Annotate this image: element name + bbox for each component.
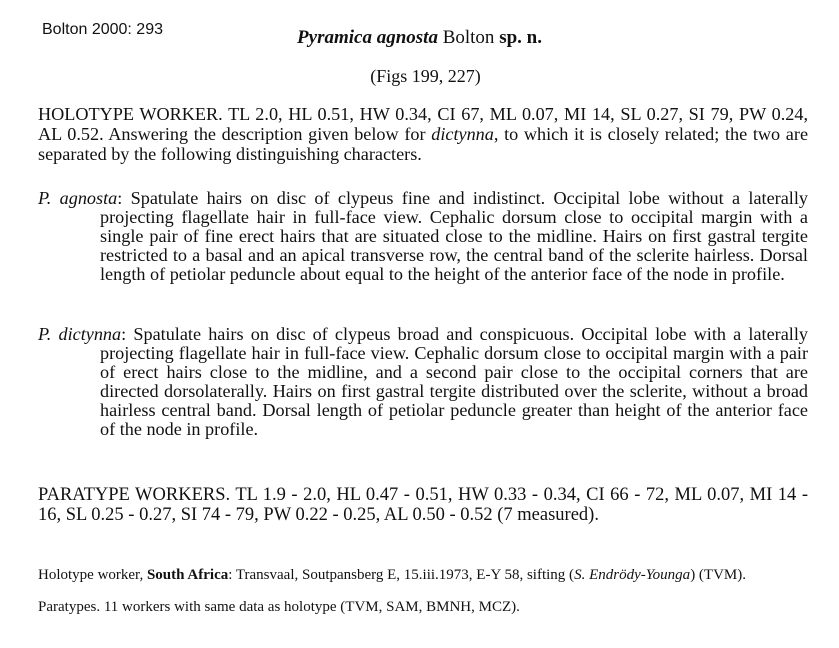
holotype-remainder: , to which it is closely related; the two are separated by the following distinguishing characters. bbox=[38, 124, 809, 164]
species-title bbox=[0, 27, 839, 49]
holotype-heading: HOLOTYPE WORKER. bbox=[38, 104, 223, 124]
material-holotype bbox=[38, 567, 808, 583]
related-species: dictynna bbox=[431, 124, 494, 144]
species-author: Bolton bbox=[437, 27, 500, 48]
depository: ) (TVM). bbox=[690, 567, 747, 583]
species-status: sp. n. bbox=[499, 27, 542, 48]
citation: Bolton 2000: 293 bbox=[42, 21, 163, 38]
paratype-measurements: TL 1.9 - 2.0, HL 0.47 - 0.51, HW 0.33 - 0.34, CI 66 - 72, ML 0.07, MI 14 - 16, SL 0.25 - 0.27, SI 74 - 79, PW 0.22 - 0.25, AL 0.50 - 0.52 (7 measured). bbox=[38, 485, 808, 525]
diagnosis-species-name: P. agnosta bbox=[38, 188, 118, 208]
species-name: Pyramica agnosta bbox=[297, 27, 438, 48]
diagnosis-agnosta bbox=[38, 189, 808, 284]
diagnosis-text: : Spatulate hairs on disc of clypeus broad and conspicuous. Occipital lobe with a laterally projecting flagellate hair in full-face view. Cephalic dorsum close to occipital margin with a pair of erect hairs close to the midline, and a second pair close to the occipital corners that are directed dorsolaterally. Hairs on first gastral tergite distributed over the sclerite, without a broad hairless central band. Dorsal length of petiolar peduncle greater than height of the anterior face of the node in profile. bbox=[100, 324, 809, 439]
material-paratypes: Paratypes. 11 workers with same data as holotype (TVM, SAM, BMNH, MCZ). bbox=[38, 599, 520, 615]
locality: : Transvaal, Soutpansberg E, 15.iii.1973, E-Y 58, sifting ( bbox=[228, 567, 575, 583]
country: South Africa bbox=[146, 567, 229, 583]
paratype-heading: PARATYPE WORKERS. bbox=[38, 485, 231, 505]
diagnosis-species-name: P. dictynna bbox=[38, 324, 122, 344]
holotype-paragraph bbox=[38, 104, 808, 164]
collector: S. Endrödy-Younga bbox=[574, 567, 691, 583]
paratype-paragraph bbox=[38, 485, 808, 525]
diagnosis-dictynna bbox=[38, 325, 808, 439]
holotype-prefix: Holotype worker, bbox=[38, 567, 147, 583]
figure-reference: (Figs 199, 227) bbox=[370, 66, 481, 86]
diagnosis-text: : Spatulate hairs on disc of clypeus fine and indistinct. Occipital lobe without a laterally projecting flagellate hair in full-face view. Cephalic dorsum close to occipital margin with a single pair of fine erect hairs that are situated close to the midline. Hairs on first gastral tergite restricted to a basal and an apical transverse row, the central band of the sclerite hairless. Dorsal length of petiolar peduncle about equal to the height of the anterior face of the node in profile. bbox=[100, 188, 808, 284]
holotype-measurements: TL 2.0, HL 0.51, HW 0.34, CI 67, ML 0.07, MI 14, SL 0.27, SI 79, PW 0.24, AL 0.52. Answering the description given below for bbox=[38, 104, 808, 144]
